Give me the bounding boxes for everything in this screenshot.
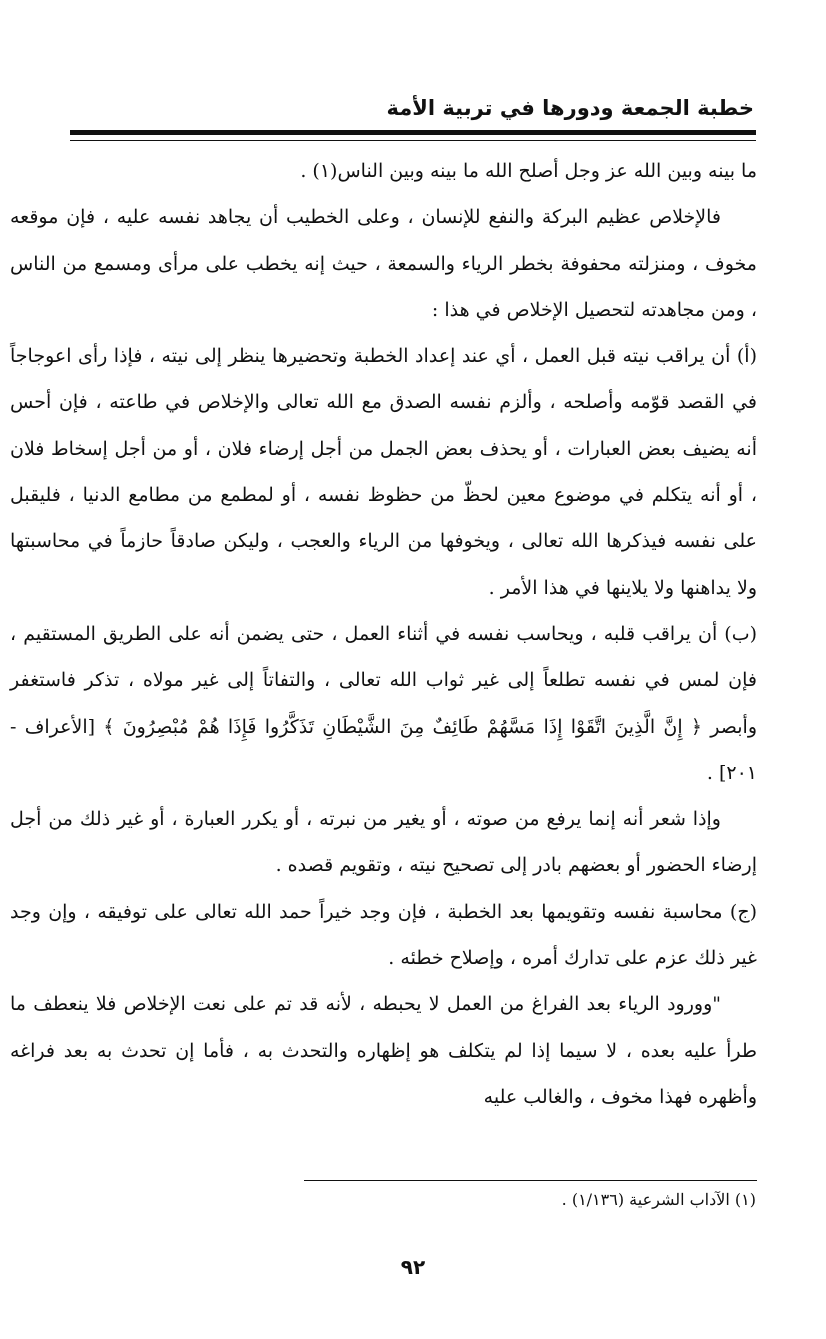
running-title: خطبة الجمعة ودورها في تربية الأمة <box>386 96 754 120</box>
paragraph-point-b: (ب) أن يراقب قلبه ، ويحاسب نفسه في أثناء العمل ، حتى يضمن أنه على الطريق المستقيم ، فإن لمس في نفسه تطلعاً إلى غير ثواب الله تعالى ، والتفاتاً إلى غير مولاه ، تذكر فاستغفر وأبصر ﴿ إِنَّ الَّذِينَ اتَّقَوْا إِذَا مَسَّهُمْ طَائِفٌ مِنَ الشَّيْطَانِ تَذَكَّرُوا فَإِذَا هُمْ مُبْصِرُونَ ﴾ [الأعراف - ٢٠١] . <box>10 622 757 784</box>
footnote-1: (١) الآداب الشرعية (١/١٣٦) . <box>561 1190 756 1209</box>
paragraph-point-c: (ج) محاسبة نفسه وتقويمها بعد الخطبة ، فإن وجد خيراً حمد الله تعالى على توفيقه ، وإن وجد غير ذلك عزم على تدارك أمره ، وإصلاح خطئه . <box>10 900 757 970</box>
paragraph-voice: وإذا شعر أنه إنما يرفع من صوته ، أو يغير من نبرته ، أو يكرر العبارة ، أو غير ذلك من أجل إرضاء الحضور أو بعضهم بادر إلى تصحيح نيته ، وتقويم قصده . <box>10 808 757 877</box>
footnote-rule <box>304 1180 757 1181</box>
paragraph-quote: "وورود الرياء بعد الفراغ من العمل لا يحبطه ، لأنه قد تم على نعت الإخلاص فلا ينعطف ما طرأ عليه بعده ، لا سيما إذا لم يتكلف هو إظهاره والتحدث به ، فأما إن تحدث به بعد فراغه وأظهره فهذا مخوف ، والغالب عليه <box>10 993 757 1108</box>
page-number: ٩٢ <box>400 1255 426 1279</box>
paragraph-continuation: ما بينه وبين الله عز وجل أصلح الله ما بينه وبين الناس(١) . <box>300 160 757 182</box>
header-rule-thin <box>70 140 756 141</box>
paragraph-point-a: (أ) أن يراقب نيته قبل العمل ، أي عند إعداد الخطبة وتحضيرها ينظر إلى نيته ، فإذا رأى اعوجاجاً في القصد قوّمه وأصلحه ، وألزم نفسه الصدق مع الله تعالى والإخلاص في طاعته ، فإن أحس أنه يضيف بعض العبارات ، أو يحذف بعض الجمل من أجل إرضاء فلان ، أو من أجل إسخاط فلان ، أو أنه يتكلم في موضوع معين لحظّ من حظوظ نفسه ، أو لمطمع من مطامع الدنيا ، فليقبل على نفسه فيذكرها الله تعالى ، ويخوفها من الرياء والعجب ، وليكن صادقاً حازماً في محاسبتها ولا يداهنها ولا يلاينها في هذا الأمر . <box>10 345 757 599</box>
header-rule-thick <box>70 130 756 135</box>
paragraph-ikhlas: فالإخلاص عظيم البركة والنفع للإنسان ، وعلى الخطيب أن يجاهد نفسه عليه ، فإن موقعه مخوف ، ومنزلته محفوفة بخطر الرياء والسمعة ، حيث إنه يخطب على مرأى ومسمع من الناس ، ومن مجاهدته لتحصيل الإخلاص في هذا : <box>10 206 757 321</box>
body-text <box>10 148 757 1120</box>
